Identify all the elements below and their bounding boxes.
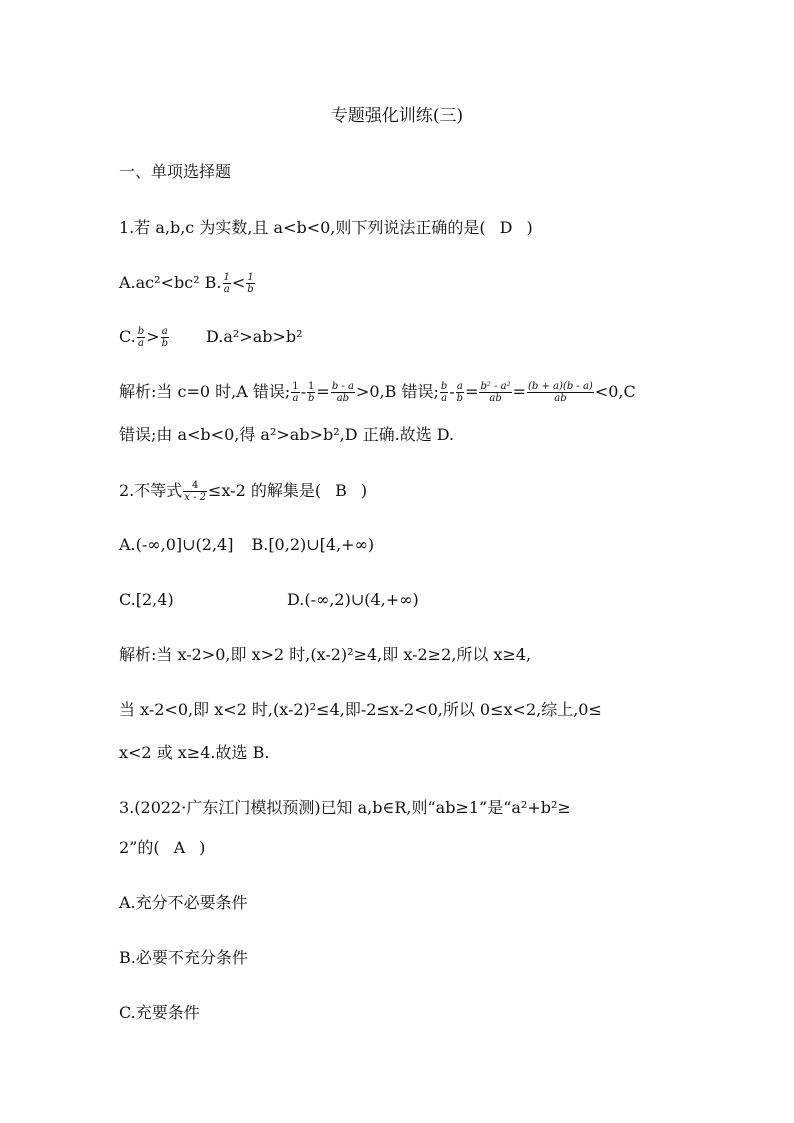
q1-solution-line2: 错误;由 a<b<0,得 a²>ab>b²,D 正确.故选 D.	[119, 425, 455, 444]
q1-stem: 1.若 a,b,c 为实数,且 a<b<0,则下列说法正确的是( D )	[119, 218, 533, 237]
q2-stem: 2.不等式 $\frac{4}{x - 2}$ ≤x-2 的解集是( B )	[119, 480, 368, 503]
q2-option-d: D.(-∞,2)∪(4,+∞)	[287, 590, 419, 609]
page-title: 专题强化训练(三)	[330, 106, 464, 126]
q2-solution-line1: 解析:当 x-2>0,即 x>2 时,(x-2)²≥4,即 x-2≥2,所以 x≥4,	[119, 645, 532, 664]
q2-option-a: A.(-∞,0]∪(2,4]	[119, 535, 234, 554]
q1-option-d: D.a²>ab>b²	[205, 327, 303, 346]
q2-options-ab	[119, 535, 675, 555]
q1-answer: D	[499, 218, 513, 237]
q1-option-c: C. $\frac{b}{a}$ > $\frac{a}{b}$	[119, 326, 168, 349]
q2-answer: B	[335, 481, 347, 500]
q1-option-a: A.ac²<bc²	[119, 273, 200, 292]
q3-option-b: B.必要不充分条件	[119, 948, 248, 967]
q3-stem-line2: 2”的( A )	[119, 838, 206, 857]
q3-option-a: A.充分不必要条件	[119, 893, 248, 912]
q2-options-cd	[119, 590, 675, 610]
q1-options-ab	[119, 272, 675, 295]
q1-options-cd	[119, 326, 675, 349]
section-heading: 一、单项选择题	[119, 162, 232, 181]
q1-solution-line1: 解析:当 c=0 时,A 错误; $\frac{1}{a}$ - $\frac{1}{b}$ = $\frac{b - a}{ab}$ >0,B 错误; $\frac{b}{a}$ - $\frac{a}{b}$ = $\frac{\text{b² - a²}}{ab}$ = $\frac{(b + a)(b - a)}{ab}$ <0,C	[119, 381, 636, 404]
q2-solution-line2: 当 x-2<0,即 x<2 时,(x-2)²≤4,即-2≤x-2<0,所以 0≤x<2,综上,0≤	[119, 700, 602, 719]
q2-option-c: C.[2,4)	[119, 590, 174, 609]
q2-solution-line3: x<2 或 x≥4.故选 B.	[119, 743, 270, 762]
q1-option-b: B. $\frac{1}{a}$ < $\frac{1}{b}$	[204, 272, 254, 295]
q3-answer: A	[173, 838, 186, 857]
q3-stem-line1: 3.(2022·广东江门模拟预测)已知 a,b∈R,则“ab≥1”是“a²+b²≥	[119, 798, 571, 817]
q3-option-c: C.充要条件	[119, 1003, 200, 1022]
q2-option-b: B.[0,2)∪[4,+∞)	[251, 535, 375, 554]
